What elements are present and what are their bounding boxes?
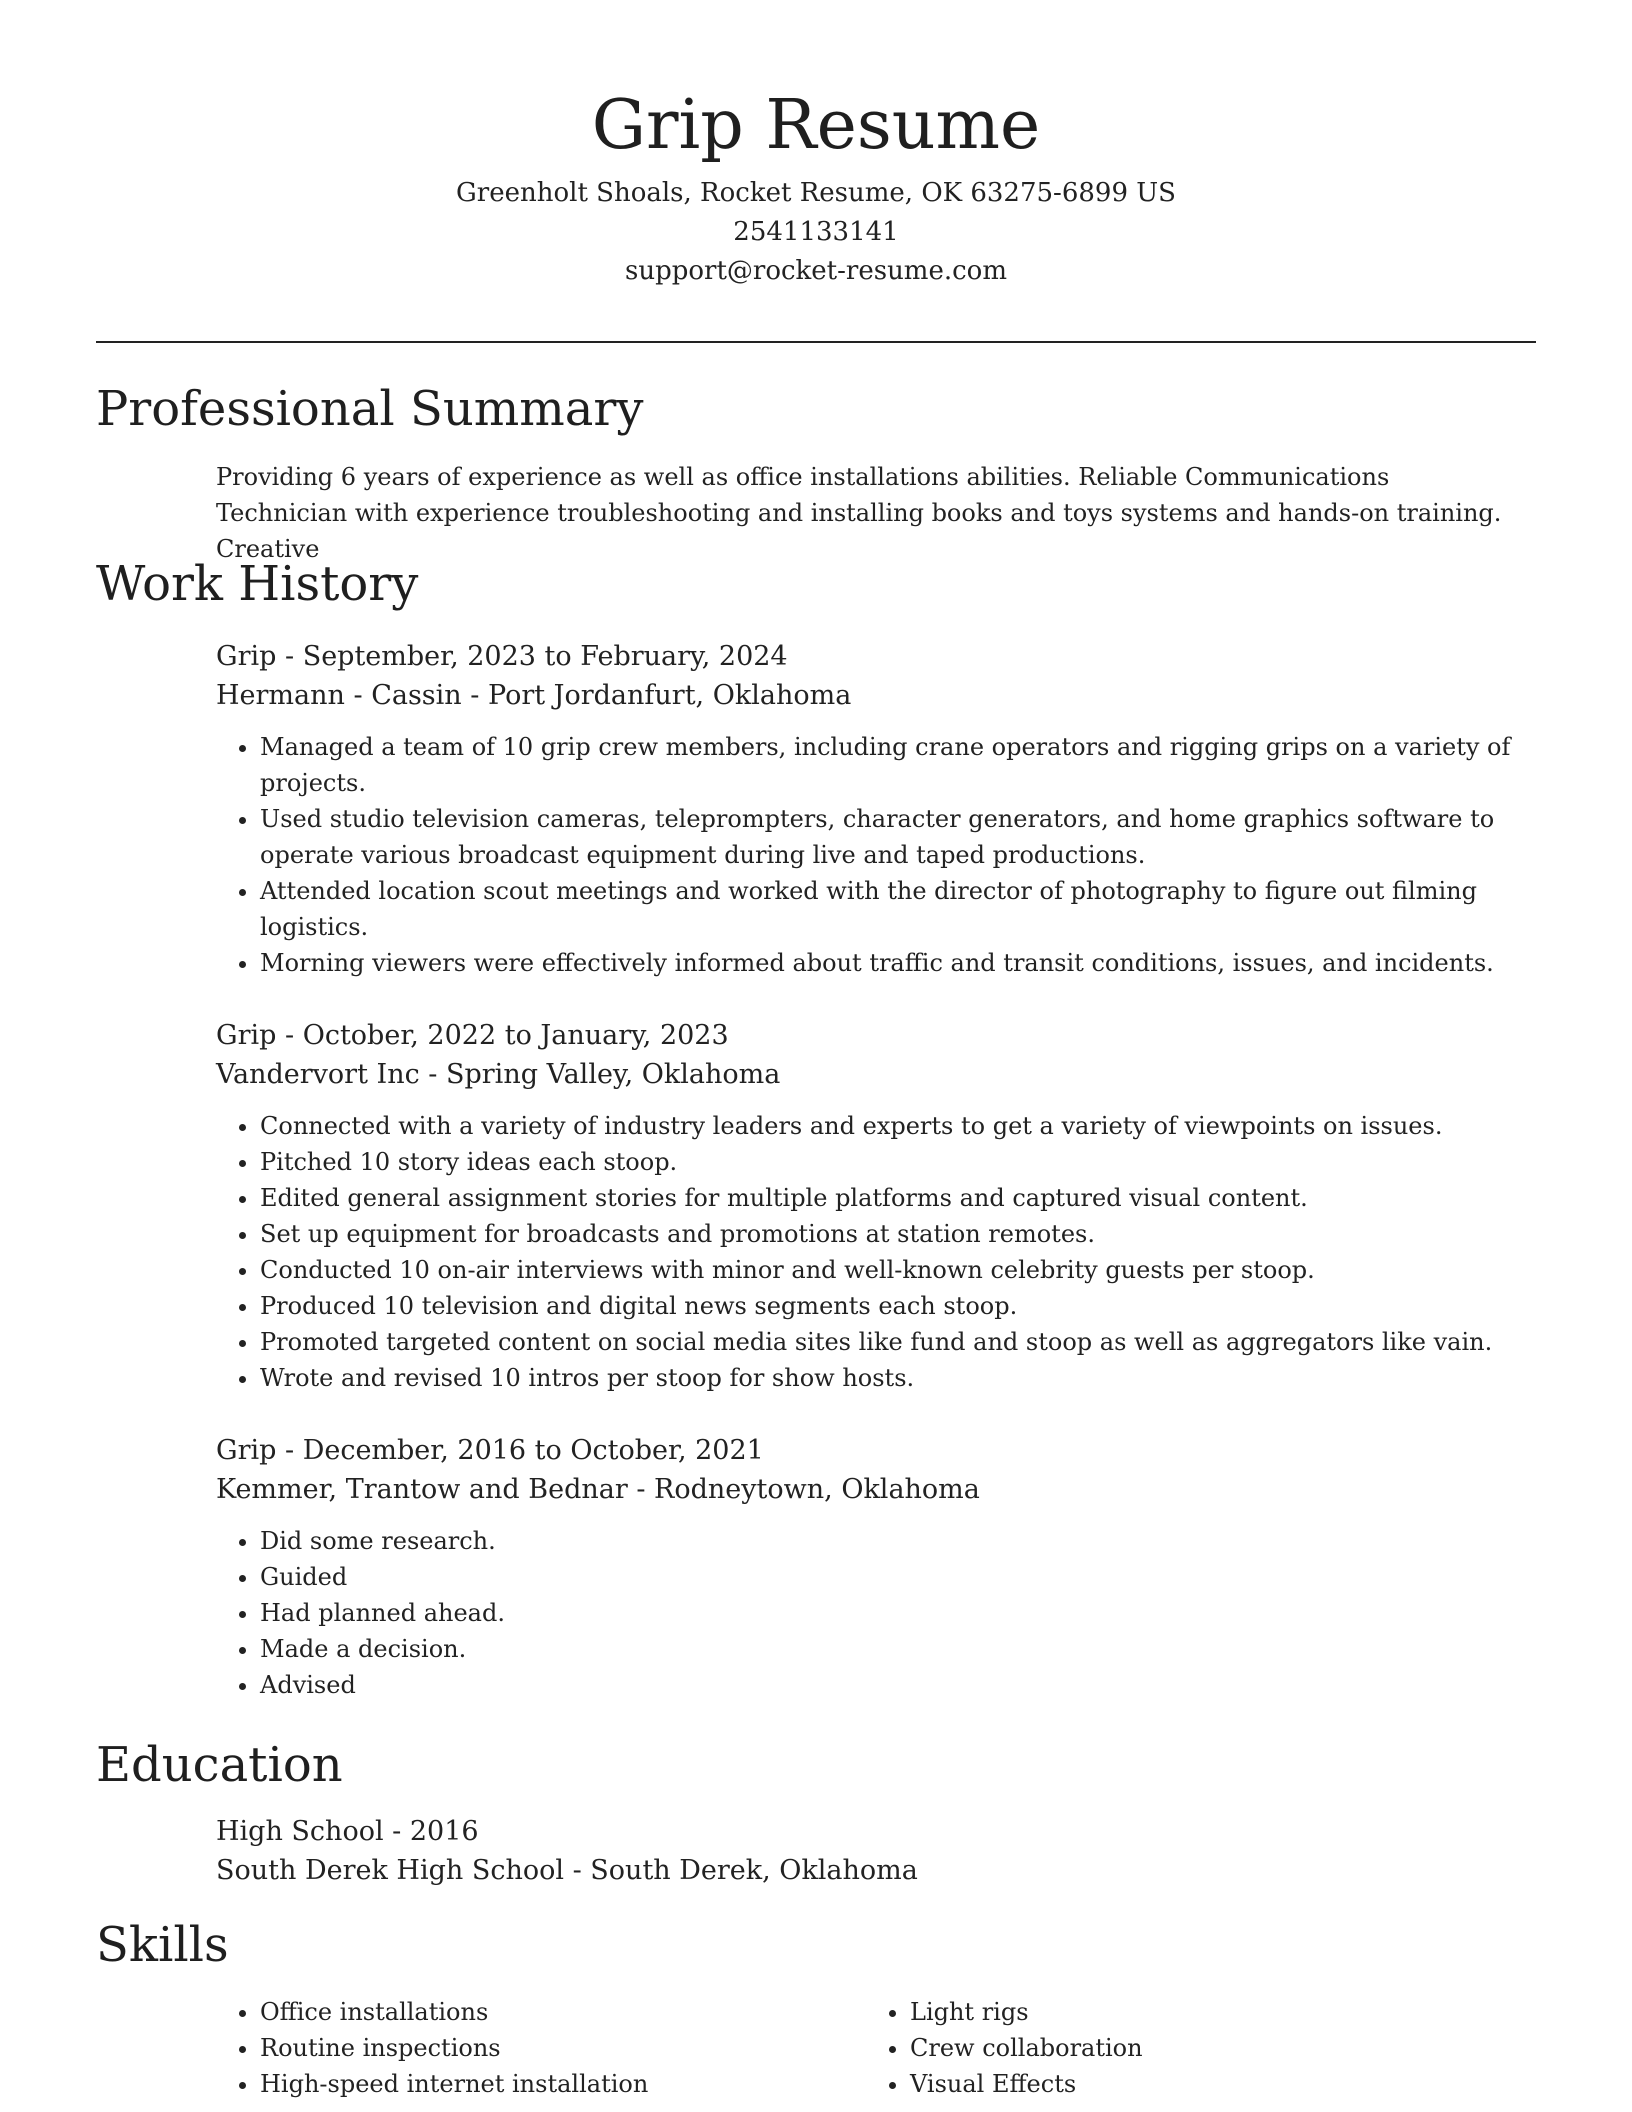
list-item: • Managed a team of 10 grip crew members, including crane operators and rigging grips on a variety of projects. bbox=[260, 729, 1516, 801]
work-history-heading: Work History bbox=[96, 556, 419, 612]
job-role: Grip bbox=[216, 1435, 277, 1466]
skills-column-left bbox=[216, 1994, 860, 2102]
job-company-line bbox=[216, 1470, 1516, 1509]
job-entry bbox=[216, 1016, 1516, 1396]
education-school-line bbox=[216, 1851, 1516, 1890]
job-bullets bbox=[216, 729, 1516, 981]
job-location: - Port Jordanfurt, Oklahoma bbox=[461, 680, 852, 711]
job-dates: - December, 2016 to October, 2021 bbox=[276, 1435, 764, 1466]
education-degree-line bbox=[216, 1812, 1516, 1851]
resume-header bbox=[96, 86, 1536, 291]
resume-name: Grip Resume bbox=[591, 86, 1041, 165]
skill-item: • Crew collaboration bbox=[910, 2030, 1510, 2066]
skills-column-right bbox=[866, 1994, 1510, 2102]
list-item: • Used studio television cameras, teleprompters, character generators, and home graphics software to operate various broadcast equipment during live and taped productions. bbox=[260, 801, 1516, 873]
summary-text: Providing 6 years of experience as well as office installations abilities. Reliable Communications Technician with experience troubleshooting and installing books and toys systems and hands-on training. Creative bbox=[216, 463, 1502, 563]
job-entry bbox=[216, 1431, 1516, 1703]
list-item: • Advised bbox=[260, 1667, 1516, 1703]
contact-email: support@rocket-resume.com bbox=[624, 256, 1007, 286]
education-degree: High School bbox=[216, 1816, 384, 1847]
skill-item: • Office installations bbox=[260, 1994, 860, 2030]
list-item: • Set up equipment for broadcasts and promotions at station remotes. bbox=[260, 1216, 1516, 1252]
job-role: Grip bbox=[216, 1020, 277, 1051]
summary-heading: Professional Summary bbox=[96, 381, 644, 437]
job-location: - Rodneytown, Oklahoma bbox=[627, 1474, 980, 1505]
list-item: • Had planned ahead. bbox=[260, 1595, 1516, 1631]
list-item: • Pitched 10 story ideas each stoop. bbox=[260, 1144, 1516, 1180]
job-location: - Spring Valley, Oklahoma bbox=[419, 1059, 781, 1090]
education-entry bbox=[216, 1812, 1516, 1890]
skill-item: • Visual Effects bbox=[910, 2066, 1510, 2102]
list-item: • Did some research. bbox=[260, 1523, 1516, 1559]
list-item: • Morning viewers were effectively informed about traffic and transit conditions, issues, and incidents. bbox=[260, 945, 1516, 981]
skill-item: • High-speed internet installation bbox=[260, 2066, 860, 2102]
header-divider bbox=[96, 341, 1536, 343]
education-location: - South Derek, Oklahoma bbox=[564, 1855, 918, 1886]
list-item: • Produced 10 television and digital news segments each stoop. bbox=[260, 1288, 1516, 1324]
job-company: Vandervort Inc bbox=[216, 1059, 420, 1090]
job-title-line bbox=[216, 1016, 1516, 1055]
skill-item: • Light rigs bbox=[910, 1994, 1510, 2030]
contact-block bbox=[96, 174, 1536, 291]
job-entry bbox=[216, 637, 1516, 981]
job-company: Kemmer, Trantow and Bednar bbox=[216, 1474, 628, 1505]
education-heading: Education bbox=[96, 1737, 343, 1793]
job-bullets bbox=[216, 1108, 1516, 1396]
education-year: - 2016 bbox=[383, 1816, 479, 1847]
job-role: Grip bbox=[216, 641, 277, 672]
job-title-line bbox=[216, 637, 1516, 676]
job-company-line bbox=[216, 1055, 1516, 1094]
job-bullets bbox=[216, 1523, 1516, 1703]
skill-item: • Routine inspections bbox=[260, 2030, 860, 2066]
skills-heading: Skills bbox=[96, 1917, 229, 1973]
job-company: Hermann - Cassin bbox=[216, 680, 462, 711]
job-title-line bbox=[216, 1431, 1516, 1470]
education-school: South Derek High School bbox=[216, 1855, 565, 1886]
job-company-line bbox=[216, 676, 1516, 715]
list-item: • Connected with a variety of industry leaders and experts to get a variety of viewpoints on issues. bbox=[260, 1108, 1516, 1144]
contact-phone: 2541133141 bbox=[733, 217, 899, 247]
job-dates: - October, 2022 to January, 2023 bbox=[276, 1020, 729, 1051]
job-dates: - September, 2023 to February, 2024 bbox=[276, 641, 788, 672]
contact-address: Greenholt Shoals, Rocket Resume, OK 63275-6899 US bbox=[456, 178, 1176, 208]
list-item: • Attended location scout meetings and worked with the director of photography to figure out filming logistics. bbox=[260, 873, 1516, 945]
list-item: • Promoted targeted content on social media sites like fund and stoop as well as aggregators like vain. bbox=[260, 1324, 1516, 1360]
list-item: • Edited general assignment stories for multiple platforms and captured visual content. bbox=[260, 1180, 1516, 1216]
list-item: • Guided bbox=[260, 1559, 1516, 1595]
list-item: • Wrote and revised 10 intros per stoop for show hosts. bbox=[260, 1360, 1516, 1396]
list-item: • Made a decision. bbox=[260, 1631, 1516, 1667]
list-item: • Conducted 10 on-air interviews with minor and well-known celebrity guests per stoop. bbox=[260, 1252, 1516, 1288]
